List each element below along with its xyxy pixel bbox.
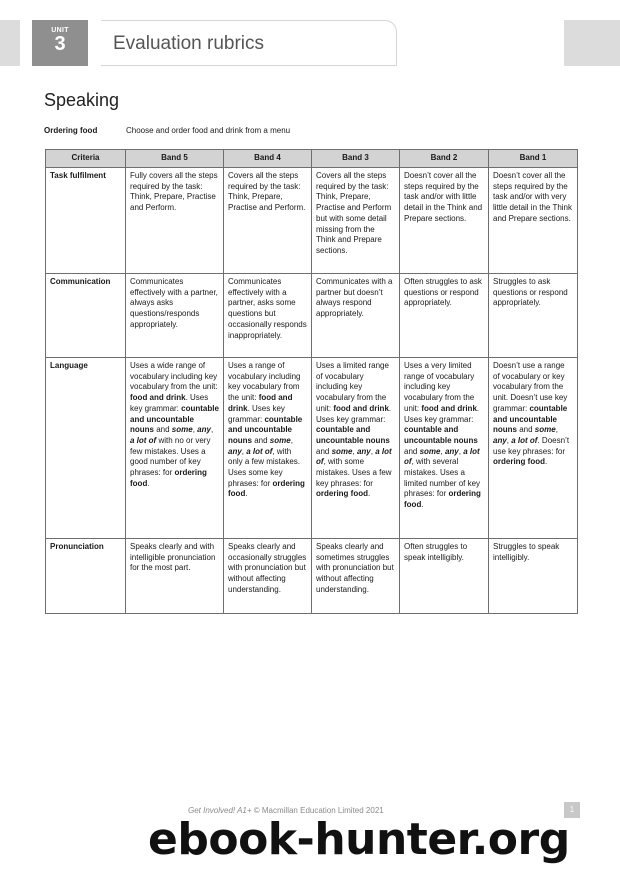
task-label: Ordering food <box>44 126 98 135</box>
cell-text: , <box>192 425 198 435</box>
band-3-cell <box>312 168 400 274</box>
bold-term: food and drink <box>421 403 477 413</box>
bold-term: ordering food <box>316 489 368 499</box>
cell-text: with no or very few mistakes. Uses a good number of key phrases: for <box>130 435 211 478</box>
cell-text: Uses a limited range of vocabulary including key vocabulary from the unit: <box>316 361 389 413</box>
bold-term: food and drink <box>228 393 293 413</box>
table-row <box>46 358 578 539</box>
cell-text: , with some mistakes. Uses a few key phrases: for <box>316 457 392 488</box>
bold-term: some <box>171 425 193 435</box>
bold-term: countable and uncountable nouns <box>316 425 390 445</box>
cell-text: and <box>154 425 172 435</box>
cell-text: Struggles to ask questions or respond appropriately. <box>493 277 568 308</box>
bold-term: any <box>444 446 459 456</box>
bold-term: some <box>419 446 441 456</box>
bold-term: countable and uncountable nouns <box>404 425 478 445</box>
table-row <box>46 168 578 274</box>
table-body <box>46 168 578 614</box>
bold-term: ordering food <box>130 468 207 488</box>
column-header-band-3: Band 3 <box>312 150 400 168</box>
cell-text: , <box>290 435 293 445</box>
bold-term: a lot of <box>246 446 273 456</box>
bold-term: countable and uncountable nouns <box>493 403 568 435</box>
table-header-row <box>46 150 578 168</box>
band-4-cell <box>224 274 312 358</box>
bold-term: ordering food <box>404 489 481 510</box>
band-5-cell <box>126 358 224 539</box>
criteria-cell: Communication <box>46 274 126 358</box>
column-header-band-1: Band 1 <box>489 150 578 168</box>
unit-label: UNIT <box>51 27 69 34</box>
bold-term: some <box>269 435 291 445</box>
band-1-cell <box>489 168 578 274</box>
cell-text: Often struggles to ask questions or respond appropriately. <box>404 277 482 308</box>
cell-text: , <box>210 425 214 435</box>
cell-text: Struggles to speak intelligibly. <box>493 542 560 562</box>
bold-term: ordering food <box>493 457 545 467</box>
band-4-cell <box>224 539 312 614</box>
band-2-cell <box>400 168 489 274</box>
bold-term: countable and uncountable nouns <box>130 403 219 435</box>
footer-copyright: © Macmillan Education Limited 2021 <box>251 806 384 815</box>
column-header-band-2: Band 2 <box>400 150 489 168</box>
band-3-cell <box>312 274 400 358</box>
bold-term: some <box>331 446 353 456</box>
band-1-cell <box>489 358 578 539</box>
cell-text: . Uses key grammar: <box>316 403 392 424</box>
cell-text: Speaks clearly and sometimes struggles with pronunciation but without affecting understanding. <box>316 542 394 594</box>
cell-text: Uses a very limited range of vocabulary including key vocabulary from the unit: <box>404 361 475 413</box>
cell-text: Doesn’t cover all the steps required by the task and/or with very little detail in the Think and Prepare sections. <box>493 171 573 223</box>
cell-text: . <box>421 500 424 510</box>
band-2-cell <box>400 274 489 358</box>
cell-text: Speaks clearly and with intelligible pronunciation for the most part. <box>130 542 216 573</box>
cell-text: Uses a wide range of vocabulary including key vocabulary from the unit: <box>130 361 218 392</box>
cell-text: . Uses key grammar: <box>228 403 285 424</box>
cell-text: , <box>506 435 512 445</box>
footer-book-title: Get Involved! A1+ <box>188 806 252 815</box>
cell-text: Doesn’t use a range of vocabulary or key vocabulary from the unit. Doesn’t use key grammar: <box>493 361 568 413</box>
cell-text: . <box>545 457 548 467</box>
header-right-tab <box>564 20 620 66</box>
cell-text: . <box>245 489 248 499</box>
band-4-cell <box>224 358 312 539</box>
cell-text: Communicates effectively with a partner, always asks questions/responds appropriately. <box>130 277 218 329</box>
bold-term: food and drink <box>333 403 389 413</box>
band-2-cell <box>400 358 489 539</box>
header-left-tab <box>0 20 20 66</box>
criteria-cell: Pronunciation <box>46 539 126 614</box>
column-header-criteria: Criteria <box>46 150 126 168</box>
cell-text: Often struggles to speak intelligibly. <box>404 542 468 562</box>
bold-term: food and drink <box>130 393 186 403</box>
cell-text: Covers all the steps required by the task: Think, Prepare, Practise and Perform but with some detail missing from the Think and Prepare sections. <box>316 171 392 255</box>
band-1-cell <box>489 539 578 614</box>
cell-text: and <box>404 446 420 456</box>
cell-text: , <box>555 425 558 435</box>
section-title: Speaking <box>44 90 120 110</box>
cell-text: Communicates effectively with a partner, asks some questions but occasionally responds inappropriately. <box>228 277 307 340</box>
bold-term: a lot of <box>130 435 157 445</box>
page-number: 1 <box>564 802 580 818</box>
cell-text: , with several mistakes. Uses a limited number of key phrases: for <box>404 457 481 499</box>
cell-text: . Uses key grammar: <box>130 393 209 413</box>
cell-text: . <box>147 478 150 488</box>
column-header-band-4: Band 4 <box>224 150 312 168</box>
band-5-cell <box>126 274 224 358</box>
cell-text: . Doesn’t use key phrases: for <box>493 435 570 456</box>
criteria-cell: Task fulfilment <box>46 168 126 274</box>
bold-term: a lot of <box>316 446 392 467</box>
cell-text: , <box>458 446 464 456</box>
cell-text: and <box>517 425 535 435</box>
rubric-table <box>45 149 578 614</box>
task-description: Choose and order food and drink from a menu <box>126 126 291 135</box>
bold-term: a lot of <box>511 435 538 445</box>
cell-text: , <box>440 446 445 456</box>
cell-text: , <box>370 446 376 456</box>
bold-term: any <box>228 446 242 456</box>
band-3-cell <box>312 358 400 539</box>
cell-text: , <box>241 446 247 456</box>
cell-text: Doesn’t cover all the steps required by the task and/or with little detail in the Think and Prepare sections. <box>404 171 483 223</box>
bold-term: any <box>197 425 211 435</box>
cell-text: , <box>352 446 357 456</box>
band-1-cell <box>489 274 578 358</box>
band-4-cell <box>224 168 312 274</box>
bold-term: countable and uncountable nouns <box>228 414 303 445</box>
unit-number: 3 <box>54 33 66 55</box>
cell-text: and <box>252 435 270 445</box>
band-3-cell <box>312 539 400 614</box>
cell-text: Speaks clearly and occasionally struggles with pronunciation but without affecting understanding. <box>228 542 307 594</box>
cell-text: Covers all the steps required by the task: Think, Prepare, Practise and Perform. <box>228 171 306 213</box>
bold-term: some <box>534 425 556 435</box>
header-title-box <box>101 20 397 66</box>
band-5-cell <box>126 168 224 274</box>
table-row <box>46 539 578 614</box>
watermark: ebook-hunter.org <box>148 814 570 865</box>
cell-text: , with only a few mistakes. Uses some key phrases: for <box>228 446 301 488</box>
column-header-band-5: Band 5 <box>126 150 224 168</box>
cell-text: Uses a range of vocabulary including key vocabulary from the unit: <box>228 361 301 403</box>
band-2-cell <box>400 539 489 614</box>
bold-term: ordering food <box>228 478 305 499</box>
bold-term: any <box>356 446 371 456</box>
criteria-cell: Language <box>46 358 126 539</box>
table-row <box>46 274 578 358</box>
cell-text: Fully covers all the steps required by the task: Think, Prepare, Practise and Perform. <box>130 171 218 213</box>
cell-text: and <box>316 446 332 456</box>
cell-text: Communicates with a partner but doesn’t always respond appropriately. <box>316 277 393 319</box>
cell-text: . <box>368 489 371 499</box>
cell-text: . Uses key grammar: <box>404 403 480 424</box>
unit-badge <box>32 20 88 66</box>
bold-term: any <box>493 435 507 445</box>
page-title: Evaluation rubrics <box>113 33 265 54</box>
bold-term: a lot of <box>404 446 480 467</box>
band-5-cell <box>126 539 224 614</box>
